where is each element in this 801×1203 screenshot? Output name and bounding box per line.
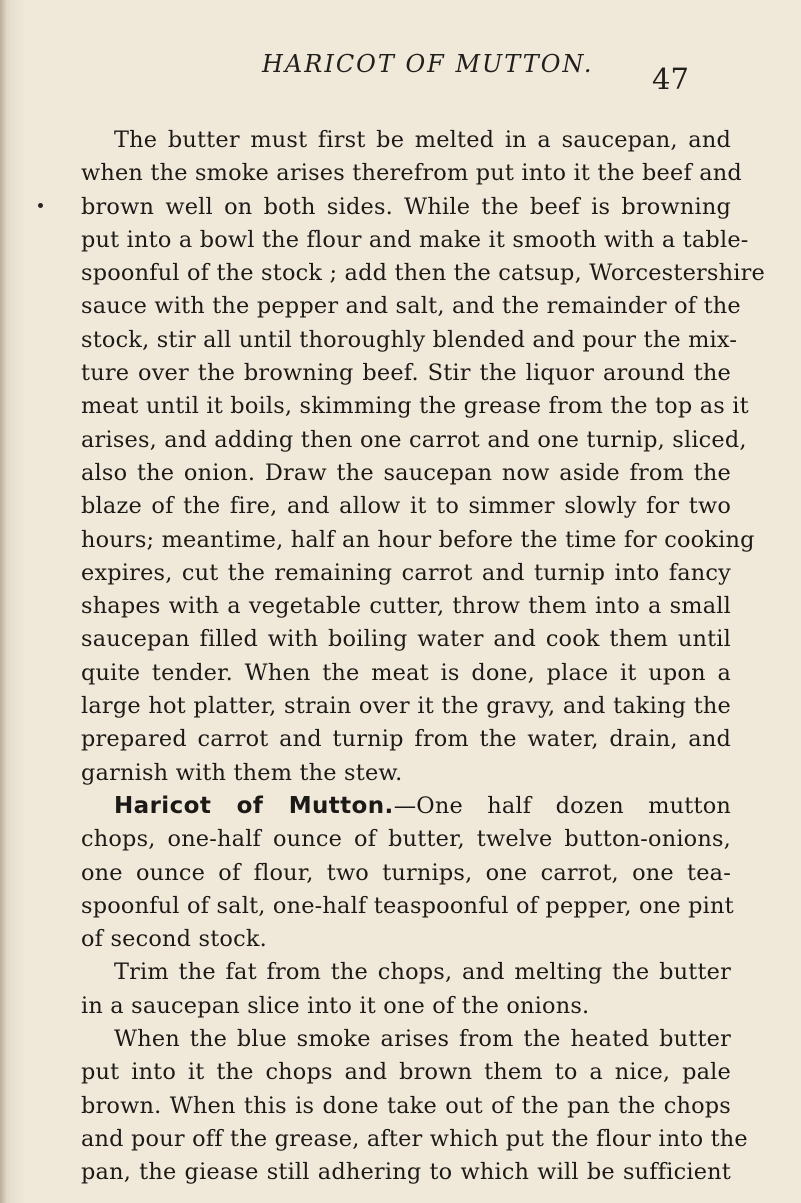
running-head: HARICOT OF MUTTON. <box>262 50 594 78</box>
text-line: stock, stir all until thoroughly blended and pour the mix- <box>81 326 738 353</box>
text-line: quite tender. When the meat is done, place it upon a <box>81 659 731 686</box>
text-line: The butter must first be melted in a saucepan, and <box>114 127 731 153</box>
text-line: sauce with the pepper and salt, and the remainder of the <box>81 293 741 320</box>
ink-speck <box>38 203 43 208</box>
text-line: brown. When this is done take out of the pan the chops <box>81 1092 731 1119</box>
text-line: hours; meantime, half an hour before the time for cooking <box>81 526 755 553</box>
text-line: spoonful of salt, one-half teaspoonful of pepper, one pint <box>81 892 734 919</box>
text-line: expires, cut the remaining carrot and turnip into fancy <box>81 559 731 586</box>
text-line: garnish with them the stew. <box>81 759 403 786</box>
text-line: in a saucepan slice into it one of the onions. <box>81 992 590 1019</box>
text-line: of second stock. <box>81 926 267 953</box>
text-line: prepared carrot and turnip from the water, drain, and <box>81 726 731 753</box>
text-line: chops, one-half ounce of butter, twelve button-onions, <box>81 826 731 853</box>
text-line: brown well on both sides. While the beef is browning <box>81 193 731 220</box>
text-line: arises, and adding then one carrot and one turnip, sliced, <box>81 426 747 453</box>
text-line: shapes with a vegetable cutter, throw them into a small <box>81 593 731 620</box>
text-line: put into it the chops and brown them to a nice, pale <box>81 1059 731 1086</box>
text-line: Trim the fat from the chops, and melting the butter <box>114 959 731 986</box>
recipe-lead: —One half dozen mutton <box>393 792 731 819</box>
text-line: large hot platter, strain over it the gravy, and taking the <box>81 693 731 720</box>
haricot-heading-line <box>81 790 731 823</box>
text-line: put into a bowl the flour and make it smooth with a table- <box>81 226 749 253</box>
text-line: spoonful of the stock ; add then the catsup, Worcestershire <box>81 260 765 287</box>
text-line: meat until it boils, skimming the grease from the top as it <box>81 393 749 420</box>
page-number: 47 <box>652 62 689 96</box>
text-line: one ounce of flour, two turnips, one carrot, one tea- <box>81 859 731 886</box>
text-line: pan, the giease still adhering to which will be sufficient <box>81 1159 731 1186</box>
text-line: ture over the browning beef. Stir the liquor around the <box>81 360 731 387</box>
text-line: saucepan filled with boiling water and cook them until <box>81 626 731 653</box>
text-line: blaze of the fire, and allow it to simmer slowly for two <box>81 493 731 520</box>
page-spine-shadow <box>0 0 8 1203</box>
text-line: and pour off the grease, after which put the flour into the <box>81 1125 748 1152</box>
body-text <box>81 124 765 1190</box>
recipe-heading: Haricot of Mutton. <box>114 792 394 819</box>
text-line: also the onion. Draw the saucepan now aside from the <box>81 459 731 486</box>
text-line: when the smoke arises therefrom put into it the beef and <box>81 160 742 187</box>
text-line: When the blue smoke arises from the heated butter <box>114 1026 731 1053</box>
